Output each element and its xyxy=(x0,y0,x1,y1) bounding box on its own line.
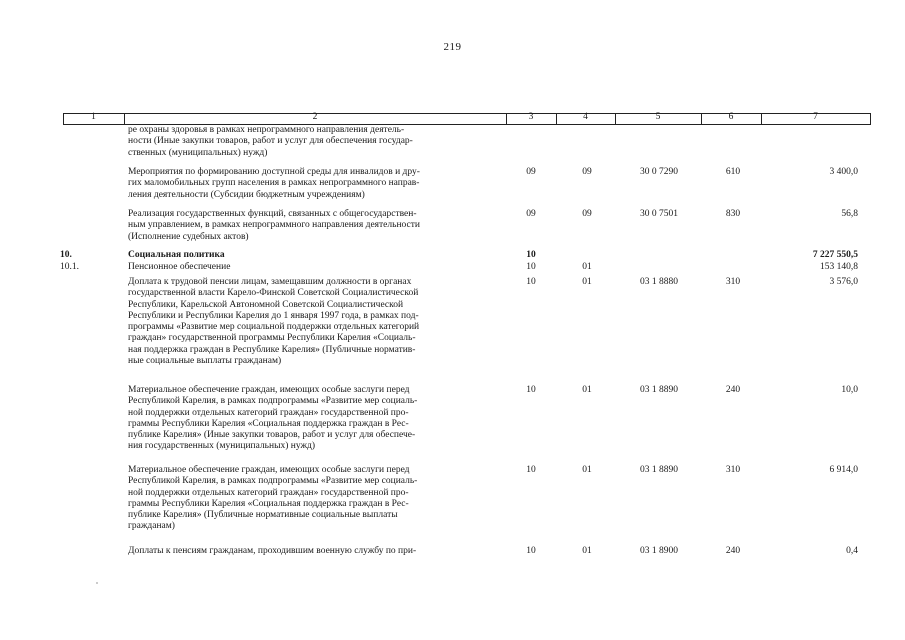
section-code: 10 xyxy=(526,262,536,272)
row-description xyxy=(128,277,498,367)
description-line: Материальное обеспечение граждан, имеющих особые заслуги перед xyxy=(128,465,410,475)
description-line: Доплата к трудовой пенсии лицам, замещавшим должности в органах xyxy=(128,277,412,287)
col-header-3: 3 xyxy=(528,112,534,122)
target-article-code: 30 0 7501 xyxy=(640,209,678,219)
row-description xyxy=(128,250,498,261)
description-line: Республики и Республики Карелия до 1 января 1997 года, в рамках под- xyxy=(128,310,419,321)
row-number: 10. xyxy=(60,250,72,260)
expense-type-code: 610 xyxy=(725,167,741,177)
row-description xyxy=(128,262,498,273)
subsection-code: 01 xyxy=(582,385,592,395)
description-line: ная поддержка граждан в Республике Карелия» (Публичные норматив- xyxy=(128,344,416,355)
section-code: 09 xyxy=(526,167,536,177)
description-line: ной поддержки отдельных категорий граждан» государственной про- xyxy=(128,487,409,498)
subsection-code: 01 xyxy=(582,262,592,272)
amount: 3 576,0 xyxy=(829,277,858,287)
col-header-6: 6 xyxy=(728,112,734,122)
description-line: граммы Республики Карелия «Социальная поддержка граждан в Рес- xyxy=(128,418,409,429)
description-line: ления деятельности (Субсидии бюджетным учреждениям) xyxy=(128,189,365,200)
target-article-code: 03 1 8890 xyxy=(640,465,678,475)
description-line: ния государственных (муниципальных) нужд) xyxy=(128,441,316,452)
description-line: Материальное обеспечение граждан, имеющих особые заслуги перед xyxy=(128,385,410,395)
scan-speck xyxy=(96,582,98,584)
description-line: граммы Республики Карелия «Социальная поддержка граждан в Рес- xyxy=(128,498,409,509)
description-line: ности (Иные закупки товаров, работ и услуг для обеспечения государ- xyxy=(128,136,413,147)
description-line: Социальная политика xyxy=(128,250,225,260)
description-line: Республикой Карелия, в рамках подпрограммы «Развитие мер социаль- xyxy=(128,396,418,407)
target-article-code: 03 1 8890 xyxy=(640,385,678,395)
target-article-code: 30 0 7290 xyxy=(640,167,678,177)
expense-type-code: 830 xyxy=(725,209,741,219)
row-description xyxy=(128,209,498,243)
amount: 6 914,0 xyxy=(829,465,858,475)
col-header-4: 4 xyxy=(583,112,588,122)
description-line: Республики, Карельской Автономной Советской Социалистической xyxy=(128,299,404,310)
description-line: ной поддержки отдельных категорий граждан» государственной про- xyxy=(128,407,409,418)
amount: 7 227 550,5 xyxy=(812,250,858,260)
description-line: ственных (муниципальных) нужд) xyxy=(128,147,268,158)
description-line: Мероприятия по формированию доступной среды для инвалидов и дру- xyxy=(128,167,420,177)
target-article-code: 03 1 8880 xyxy=(640,277,678,287)
description-line: ные социальные выплаты гражданам) xyxy=(128,356,282,367)
section-code: 10 xyxy=(526,277,536,287)
row-description xyxy=(128,125,498,159)
expense-type-code: 240 xyxy=(725,385,741,395)
amount: 56,8 xyxy=(841,209,858,219)
expense-type-code: 240 xyxy=(725,546,741,556)
description-line: гражданам) xyxy=(128,521,175,532)
description-line: публике Карелия» (Иные закупки товаров, работ и услуг для обеспече- xyxy=(128,430,416,441)
description-line: гих маломобильных групп населения в рамках непрограммного направ- xyxy=(128,178,420,189)
description-line: Доплаты к пенсиям гражданам, проходившим военную службу по при- xyxy=(128,546,417,556)
col-header-5: 5 xyxy=(655,112,661,122)
row-description xyxy=(128,465,498,533)
description-line: Реализация государственных функций, связанных с общегосударствен- xyxy=(128,209,417,219)
expense-type-code: 310 xyxy=(725,277,741,287)
expense-type-code: 310 xyxy=(725,465,741,475)
section-code: 09 xyxy=(526,209,536,219)
row-description xyxy=(128,546,498,557)
section-code: 10 xyxy=(526,385,536,395)
row-description xyxy=(128,167,498,201)
amount: 153 140,8 xyxy=(820,262,858,272)
amount: 10,0 xyxy=(841,385,858,395)
description-line: граждан» государственной программы Республики Карелия «Социаль- xyxy=(128,333,416,344)
col-header-1: 1 xyxy=(91,112,96,122)
target-article-code: 03 1 8900 xyxy=(640,546,678,556)
section-code: 10 xyxy=(526,546,536,556)
description-line: государственной власти Карело-Финской Советской Социалистической xyxy=(128,288,419,299)
description-line: Пенсионное обеспечение xyxy=(128,262,231,272)
description-line: программы «Развитие мер социальной поддержки отдельных категорий xyxy=(128,322,420,333)
section-code: 10 xyxy=(526,250,536,260)
subsection-code: 01 xyxy=(582,465,592,475)
section-code: 10 xyxy=(526,465,536,475)
subsection-code: 09 xyxy=(582,209,592,219)
amount: 0,4 xyxy=(846,546,858,556)
subsection-code: 01 xyxy=(582,277,592,287)
page-number: 219 xyxy=(443,41,462,53)
subsection-code: 09 xyxy=(582,167,592,177)
col-divider xyxy=(870,113,871,124)
col-header-7: 7 xyxy=(813,112,818,122)
description-line: публике Карелия» (Публичные нормативные социальные выплаты xyxy=(128,510,398,521)
amount: 3 400,0 xyxy=(829,167,858,177)
row-description xyxy=(128,385,498,453)
description-line: ре охраны здоровья в рамках непрограммного направления деятель- xyxy=(128,125,405,135)
col-header-2: 2 xyxy=(312,112,318,122)
description-line: ным управлением, в рамках непрограммного направления деятельности xyxy=(128,220,420,231)
description-line: (Исполнение судебных актов) xyxy=(128,231,249,242)
table-header xyxy=(63,113,871,124)
subsection-code: 01 xyxy=(582,546,592,556)
row-number: 10.1. xyxy=(60,262,79,272)
description-line: Республикой Карелия, в рамках подпрограммы «Развитие мер социаль- xyxy=(128,476,418,487)
